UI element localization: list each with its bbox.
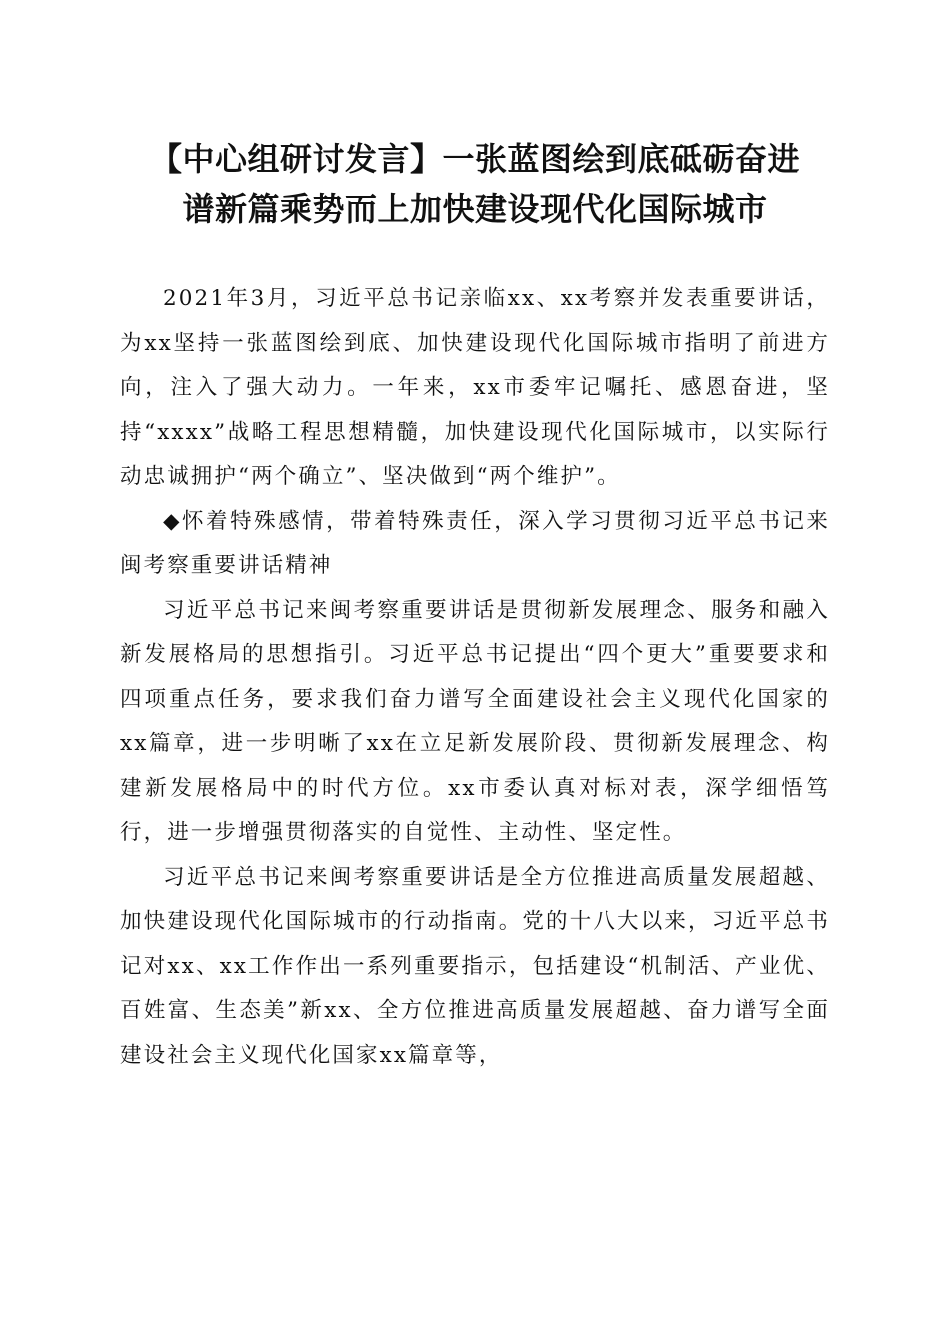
document-body	[120, 277, 830, 1078]
paragraph-intro: 2021年3月，习近平总书记亲临xx、xx考察并发表重要讲话，为xx坚持一张蓝图绘到底、加快建设现代化国际城市指明了前进方向，注入了强大动力。一年来，xx市委牢记嘱托、感恩奋进，坚持“xxxx”战略工程思想精髓，加快建设现代化国际城市，以实际行动忠诚拥护“两个确立”、坚决做到“两个维护”。	[120, 286, 830, 489]
title-line-1: 【中心组研讨发言】一张蓝图绘到底砥砺奋进	[149, 140, 800, 178]
title-line-2: 谱新篇乘势而上加快建设现代化国际城市	[182, 190, 768, 228]
section-heading: ◆怀着特殊感情，带着特殊责任，深入学习贯彻习近平总书记来闽考察重要讲话精神	[120, 508, 830, 578]
document-title	[110, 134, 840, 234]
paragraph-action-guide: 习近平总书记来闽考察重要讲话是全方位推进高质量发展超越、加快建设现代化国际城市的行动指南。党的十八大以来，习近平总书记对xx、xx工作作出一系列重要指示，包括建设“机制活、产业优、百姓富、生态美”新xx、全方位推进高质量发展超越、奋力谱写全面建设社会主义现代化国家xx篇章等，	[120, 864, 830, 1068]
paragraph-guidance: 习近平总书记来闽考察重要讲话是贯彻新发展理念、服务和融入新发展格局的思想指引。习近平总书记提出“四个更大”重要要求和四项重点任务，要求我们奋力谱写全面建设社会主义现代化国家的xx篇章，进一步明晰了xx在立足新发展阶段、贯彻新发展理念、构建新发展格局中的时代方位。xx市委认真对标对表，深学细悟笃行，进一步增强贯彻落实的自觉性、主动性、坚定性。	[120, 597, 830, 845]
